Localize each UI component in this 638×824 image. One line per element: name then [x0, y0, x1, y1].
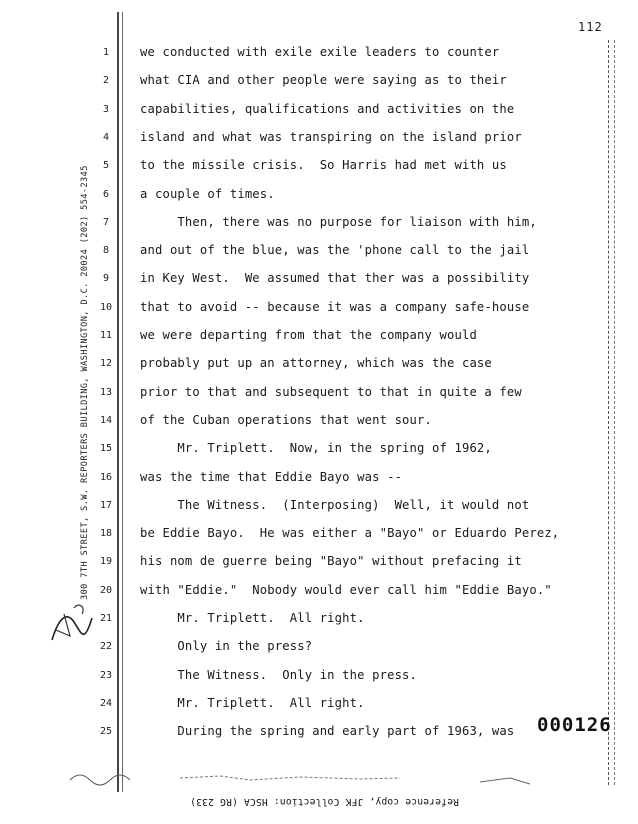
transcript-line: Mr. Triplett. All right.	[140, 611, 365, 625]
document-stamp-number: 000126	[537, 714, 612, 736]
line-number: 17	[99, 499, 113, 511]
transcript-line: with "Eddie." Nobody would ever call him "Eddie Bayo."	[140, 582, 552, 597]
right-margin-rule-outer	[614, 40, 615, 785]
left-margin-rule-inner	[122, 12, 123, 792]
line-number: 7	[102, 216, 110, 228]
line-number: 13	[99, 386, 113, 398]
line-number: 4	[102, 131, 110, 143]
line-number: 16	[99, 471, 113, 483]
scan-noise	[60, 760, 620, 796]
line-number: 20	[99, 584, 113, 596]
transcript-line: and out of the blue, was the 'phone call to the jail	[140, 243, 530, 258]
line-number: 11	[99, 330, 113, 341]
page-number: 112	[578, 20, 603, 34]
transcript-line: was the time that Eddie Bayo was --	[140, 469, 403, 484]
transcript-line: Then, there was no purpose for liaison with him,	[140, 214, 537, 229]
line-number: 10	[99, 301, 113, 313]
transcript-line: capabilities, qualifications and activities on the	[140, 101, 515, 116]
transcript-line: be Eddie Bayo. He was either a "Bayo" or Eduardo Perez,	[140, 526, 560, 541]
line-number: 5	[102, 160, 110, 172]
line-number: 1	[102, 47, 110, 58]
transcript-line: During the spring and early part of 1963, was	[140, 724, 515, 739]
transcript-line: that to avoid -- because it was a company safe-house	[140, 299, 530, 314]
line-number: 22	[99, 641, 113, 653]
line-number: 18	[99, 528, 113, 540]
transcript-line: we conducted with exile exile leaders to counter	[140, 45, 500, 59]
line-number: 12	[99, 358, 113, 370]
line-number: 19	[99, 556, 113, 568]
transcript-line: Mr. Triplett. All right.	[140, 695, 365, 710]
line-number: 2	[102, 75, 110, 87]
transcript-line: prior to that and subsequent to that in quite a few	[140, 384, 522, 399]
line-number: 23	[99, 669, 113, 681]
transcript-line: Mr. Triplett. Now, in the spring of 1962,	[140, 441, 492, 456]
transcript-line: his nom de guerre being "Bayo" without prefacing it	[140, 554, 522, 569]
line-number: 6	[102, 188, 110, 200]
line-number: 21	[99, 613, 113, 624]
reporter-address: 300 7TH STREET, S.W. REPORTERS BUILDING, WASHINGTON, D.C. 20024 (202) 554-2345	[80, 165, 90, 600]
transcript-line: The Witness. Only in the press.	[140, 667, 418, 682]
transcript-line: in Key West. We assumed that ther was a possibility	[140, 271, 530, 286]
transcript-line: Only in the press?	[140, 639, 313, 654]
transcript-line: of the Cuban operations that went sour.	[140, 412, 433, 427]
handwritten-mark-icon	[44, 600, 104, 650]
transcript-line: a couple of times.	[140, 186, 275, 201]
transcript-line: to the missile crisis. So Harris had met with us	[140, 158, 507, 173]
left-margin-rule	[117, 12, 119, 792]
transcript-line: we were departing from that the company would	[140, 328, 477, 342]
line-number: 3	[102, 103, 110, 115]
transcript-line: probably put up an attorney, which was the case	[140, 356, 492, 371]
transcript-line: The Witness. (Interposing) Well, it would not	[140, 497, 530, 512]
line-number: 25	[99, 726, 113, 738]
transcript-line: island and what was transpiring on the island prior	[140, 129, 522, 144]
line-number: 14	[99, 414, 113, 426]
line-number: 9	[102, 273, 110, 285]
line-number: 15	[99, 443, 113, 455]
reference-copy-stamp: Reference copy, JFK Collection: HSCA (RG 233)	[190, 796, 459, 807]
line-number: 24	[99, 697, 113, 709]
transcript-line: what CIA and other people were saying as to their	[140, 73, 507, 88]
right-margin-rule	[608, 40, 609, 785]
line-number: 8	[102, 245, 110, 257]
